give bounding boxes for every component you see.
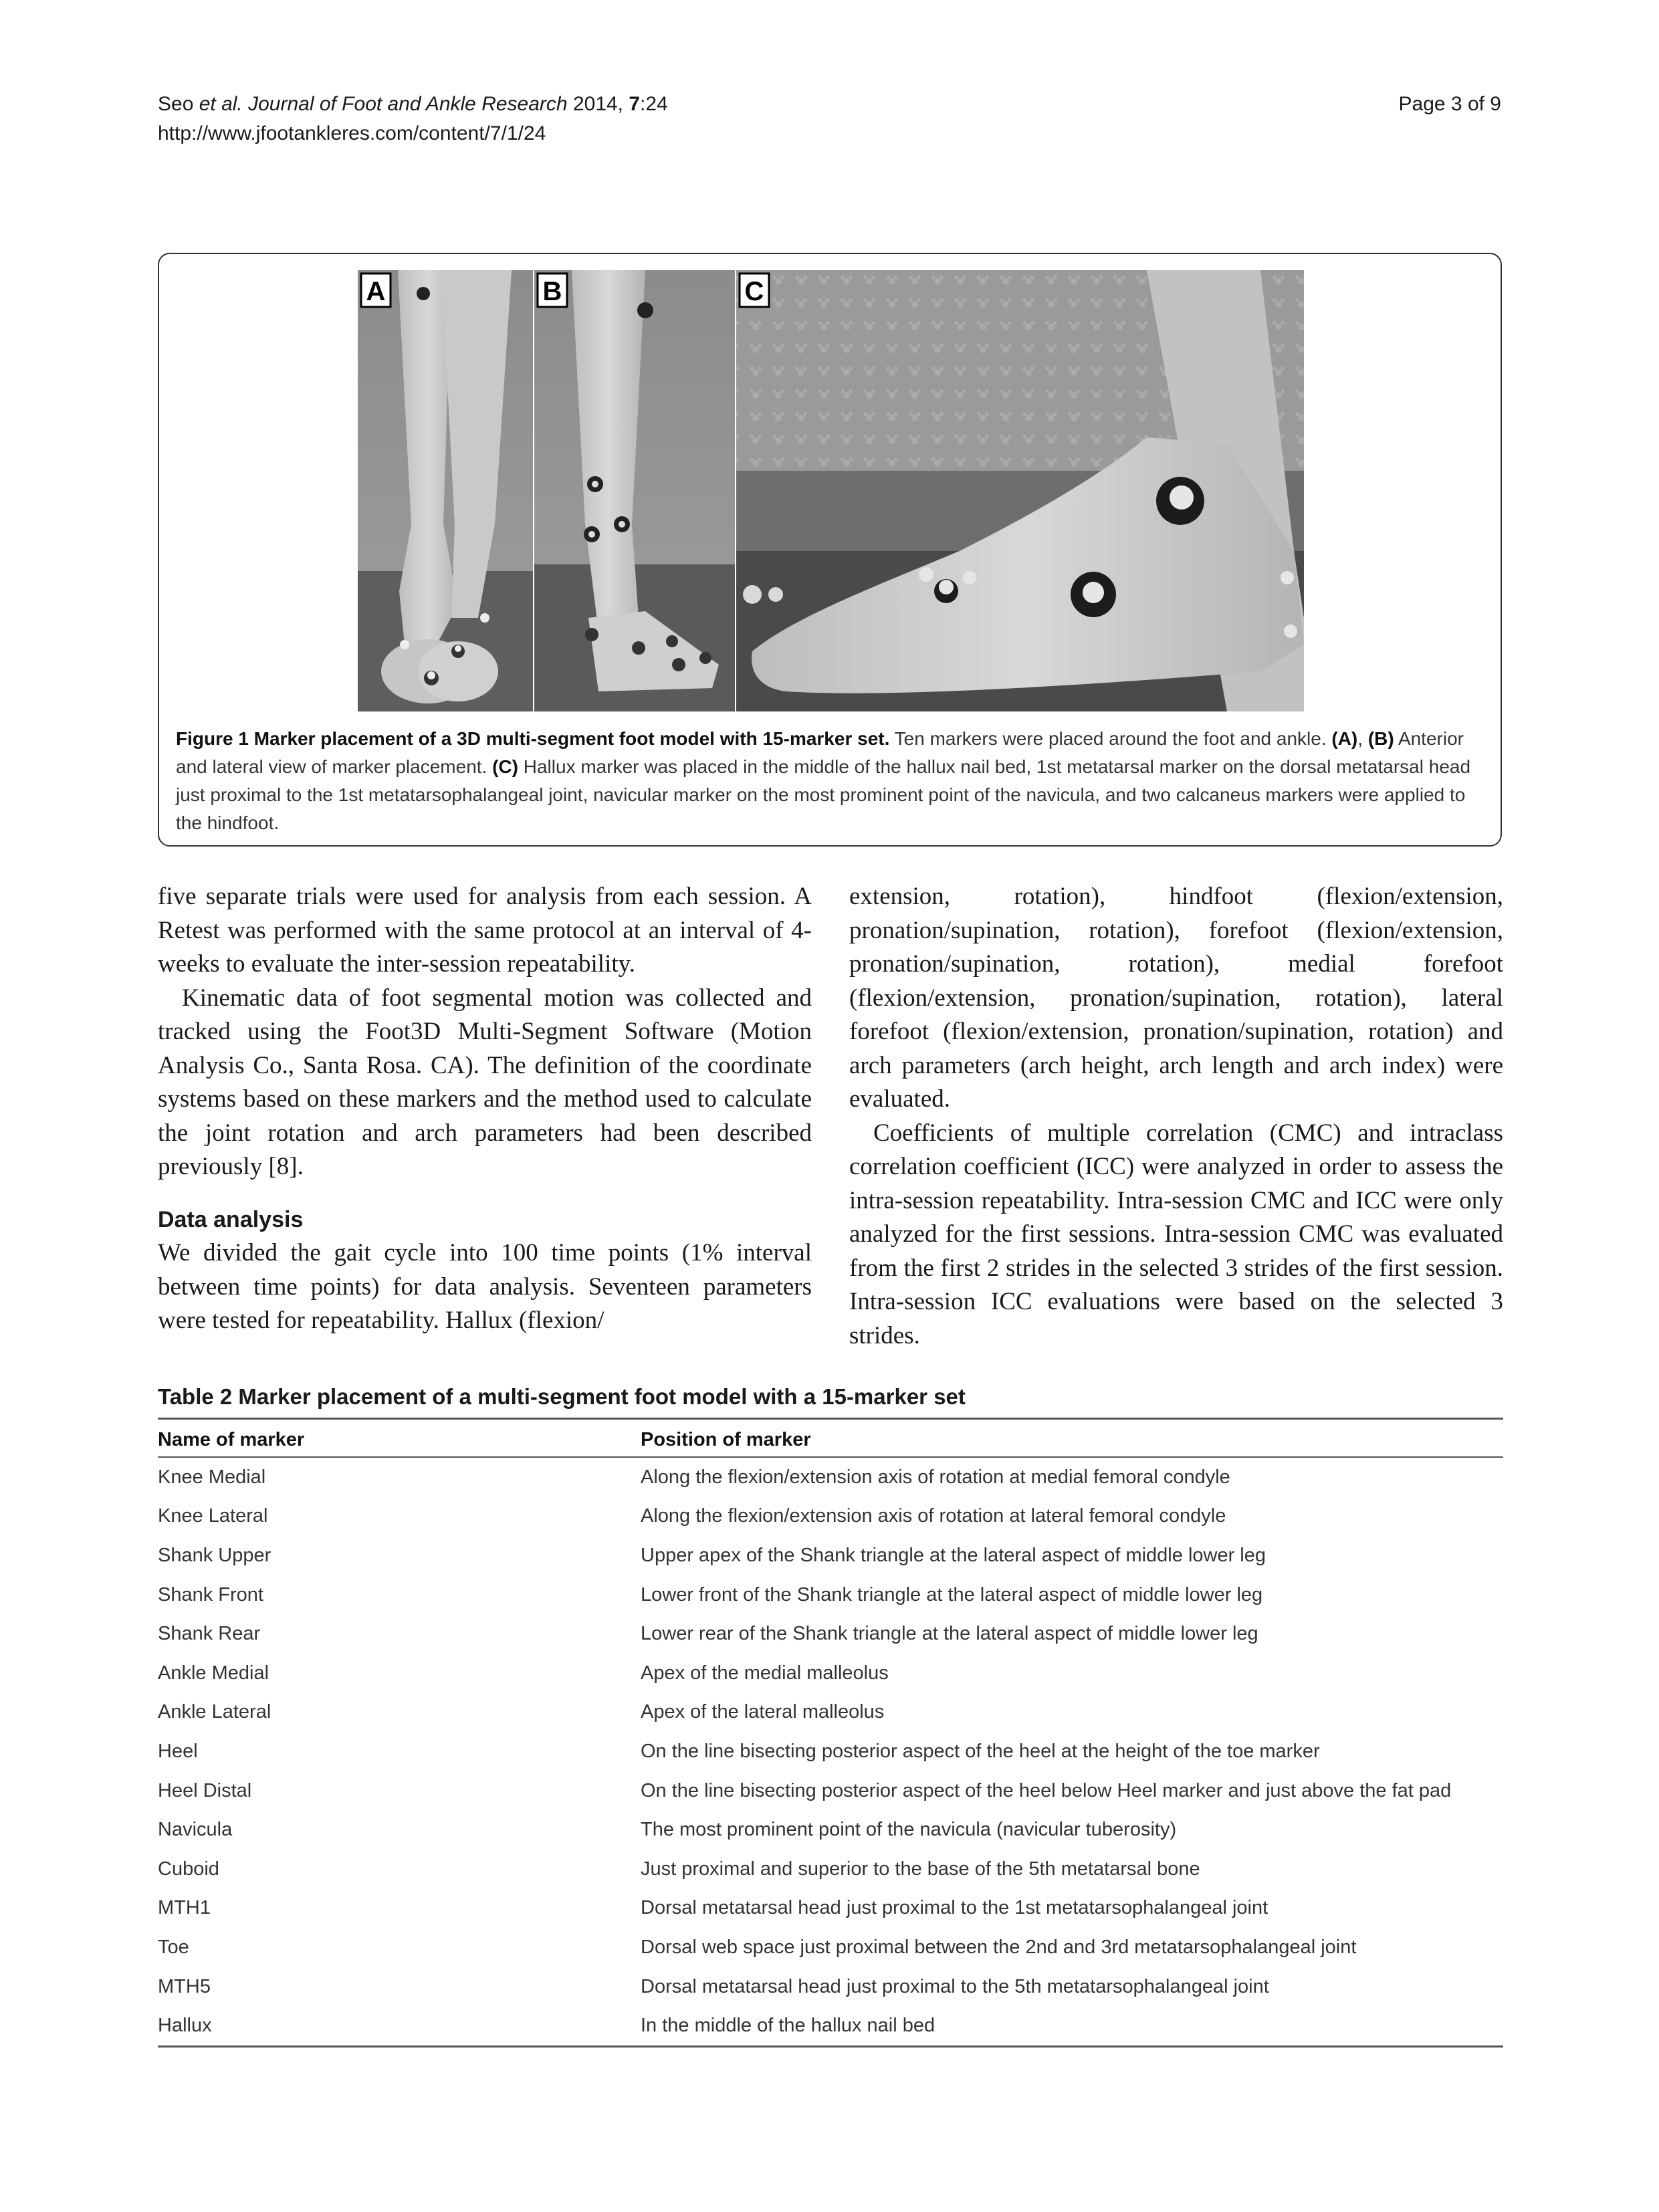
marker-name: Knee Medial [158,1466,266,1488]
marker-position: Just proximal and superior to the base of the 5th metatarsal bone [641,1858,1200,1880]
table-row [158,1654,1503,1693]
marker-position: The most prominent point of the navicula (navicular tuberosity) [641,1819,1177,1841]
marker-position: Dorsal web space just proximal between the 2nd and 3rd metatarsophalangeal joint [641,1936,1357,1958]
marker-name: Cuboid [158,1858,219,1880]
column-header-name: Name of marker [158,1419,641,1458]
table-row [158,1536,1503,1575]
table-row [158,2006,1503,2046]
citation-year: 2014, [567,93,629,115]
marker-name: Shank Upper [158,1544,271,1566]
table-row [158,1457,1503,1497]
table-row [158,1497,1503,1537]
marker-position: Lower front of the Shank triangle at the lateral aspect of middle lower leg [641,1583,1263,1606]
citation-article: :24 [640,93,668,115]
figure-1-photo [358,270,1304,711]
body-column-left [158,880,812,1338]
marker-position: Apex of the medial malleolus [641,1662,889,1684]
marker-position: Along the flexion/extension axis of rotation at medial femoral condyle [641,1466,1230,1488]
marker-name: Shank Front [158,1583,263,1606]
citation-author: Seo [158,93,199,115]
panel-label-a [361,273,391,307]
citation-etal: et al. [199,93,243,115]
table-row [158,1889,1503,1928]
caption-title: Figure 1 Marker placement of a 3D multi-segment foot model with 15-marker set. [176,728,890,749]
page-number: Page 3 of 9 [1398,93,1501,115]
caption-text: Ten markers were placed around the foot and ankle. [889,728,1332,749]
caption-text: Anterior and lateral view of marker placement. [176,728,1464,777]
citation-journal: Journal of Foot and Ankle Research [242,93,568,115]
marker-position: Lower rear of the Shank triangle at the lateral aspect of middle lower leg [641,1623,1258,1645]
panel-label-c [740,273,769,307]
body-column-right [849,880,1503,1353]
table-row [158,1810,1503,1850]
marker-name: Navicula [158,1819,233,1841]
marker-position: Apex of the lateral malleolus [641,1701,885,1723]
table-row [158,1693,1503,1733]
article-url[interactable]: http://www.jfootankleres.com/content/7/1/24 [158,122,546,144]
caption-text: Hallux marker was placed in the middle of the hallux nail bed, 1st metatarsal marker on the dorsal metatarsal head just proximal to the 1st metatarsophalangeal joint, navicular marker on the most prominent point of the navicula, and two calcaneus markers were applied to the hindfoot. [176,756,1471,833]
marker-name: Shank Rear [158,1623,261,1645]
svg-text:B: B [542,277,562,306]
marker-name: Heel Distal [158,1779,252,1801]
marker-name: MTH5 [158,1975,211,1997]
caption-ref-b: (B) [1367,728,1394,749]
running-header-citation [158,90,668,148]
table-row [158,1575,1503,1615]
table-row [158,1967,1503,2007]
table-header-row [158,1419,1503,1458]
table-row [158,1614,1503,1654]
marker-position: In the middle of the hallux nail bed [641,2006,1503,2046]
table-row [158,1771,1503,1811]
panel-a [358,270,533,711]
table-row [158,1850,1503,1889]
marker-name: Heel [158,1740,198,1762]
panel-b [534,270,735,711]
svg-text:C: C [744,277,764,306]
table-row [158,1928,1503,1967]
marker-position: On the line bisecting posterior aspect of the heel below Heel marker and just above the fat pad [641,1779,1452,1801]
marker-name: Hallux [158,2006,641,2046]
citation-volume: 7 [629,93,641,115]
marker-name: Toe [158,1936,189,1958]
marker-name: MTH1 [158,1897,211,1919]
marker-name: Ankle Medial [158,1662,269,1684]
citation-line [158,90,668,119]
svg-text:A: A [366,277,386,306]
marker-position: On the line bisecting posterior aspect of the heel at the height of the toe marker [641,1740,1320,1762]
caption-ref-c: (C) [492,756,518,777]
section-heading-data-analysis: Data analysis [158,1206,304,1232]
marker-position: Along the flexion/extension axis of rotation at lateral femoral condyle [641,1505,1226,1527]
panel-label-b [538,273,567,307]
column-header-position: Position of marker [641,1419,1503,1458]
table-2 [158,1418,1503,2048]
table-2-title: Table 2 Marker placement of a multi-segment foot model with a 15-marker set [158,1384,966,1409]
marker-name: Ankle Lateral [158,1701,271,1723]
body-paragraph: five separate trials were used for analysis from each session. A Retest was performed with the same protocol at an interval of 4-weeks to evaluate the inter-session repeatability. [158,883,812,978]
caption-ref-a: (A) [1331,728,1358,749]
body-paragraph: Kinematic data of foot segmental motion was collected and tracked using the Foot3D Multi-Segment Software (Motion Analysis Co., Santa Rosa. CA). The definition of the coordinate systems based on these markers and the method used to calculate the joint rotation and arch parameters had been described previously [8]. [158,984,812,1180]
figure-1-caption [176,725,1486,837]
body-paragraph: Coefficients of multiple correlation (CMC) and intraclass correlation coefficient (ICC) were analyzed in order to assess the intra-session repeatability. Intra-session CMC and ICC were only analyzed for the first sessions. Intra-session CMC was evaluated from the first 2 strides in the selected 3 strides of the first session. Intra-session ICC evaluations were based on the selected 3 strides. [849,1119,1503,1349]
body-paragraph: We divided the gait cycle into 100 time points (1% interval between time points) for data analysis. Seventeen parameters were tested for repeatability. Hallux (flexion/ [158,1239,812,1334]
body-paragraph: extension, rotation), hindfoot (flexion/extension, pronation/supination, rotation), forefoot (flexion/extension, pronation/supination, rotation), medial forefoot (flexion/extension, pronation/supination, rotation), lateral forefoot (flexion/extension, pronation/supination, rotation) and arch parameters (arch height, arch length and arch index) were evaluated. [849,883,1503,1113]
marker-name: Knee Lateral [158,1505,268,1527]
marker-position: Dorsal metatarsal head just proximal to the 5th metatarsophalangeal joint [641,1975,1269,1997]
caption-sep: , [1357,728,1368,749]
table-row [158,1732,1503,1771]
panel-c [736,270,1304,711]
marker-position: Upper apex of the Shank triangle at the lateral aspect of middle lower leg [641,1544,1266,1566]
marker-position: Dorsal metatarsal head just proximal to the 1st metatarsophalangeal joint [641,1897,1268,1919]
